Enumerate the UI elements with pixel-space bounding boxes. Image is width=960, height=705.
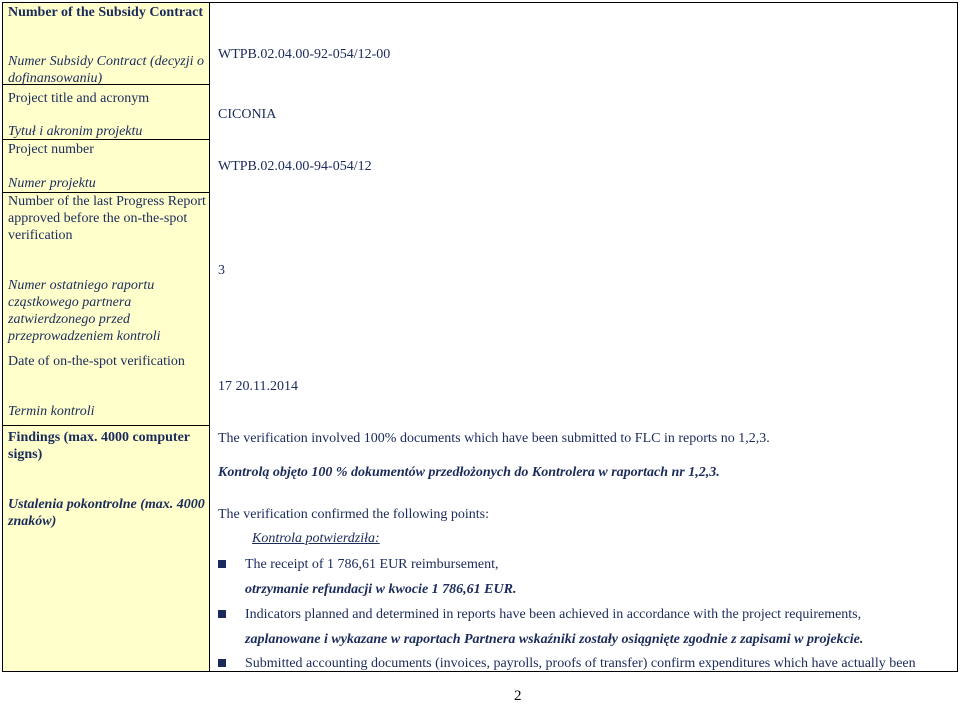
findings-label-pl: Ustalenia pokontrolne (max. 4000 znaków) [8,497,205,529]
project-number-label-pl: Numer projektu [8,176,96,191]
subsidy-number-value: WTPB.02.04.00-92-054/12-00 [218,47,391,62]
point1-pl: otrzymanie refundacji w kwocie 1 786,61 EUR. [245,582,517,597]
point2-en: Indicators planned and determined in reports have been achieved in accordance with the project requirements, [245,607,862,622]
bullet-icon [218,610,226,618]
findings-label-en: Findings (max. 4000 computer signs) [8,430,190,462]
date-value: 17 20.11.2014 [218,379,298,394]
project-title-label-en: Project title and acronym [8,91,150,106]
page-number: 2 [514,688,522,704]
findings-scope-en: The verification involved 100% documents which have been submitted to FLC in reports no 1,2,3. [218,431,770,446]
bullet-icon [218,560,226,568]
date-label-pl: Termin kontroli [8,404,95,419]
confirmed-intro-pl: Kontrola potwierdziła: [252,531,380,546]
bullet-icon [218,659,226,667]
project-title-label-pl: Tytuł i akronim projektu [8,124,143,139]
last-report-label-en: Number of the last Progress Report approved before the on-the-spot verification [8,194,206,243]
last-report-label-pl: Numer ostatniego raportu cząstkowego partnera zatwierdzonego przed przeprowadzeniem kontroli [8,278,161,344]
date-label-en: Date of on-the-spot verification [8,354,185,369]
point3-en: Submitted accounting documents (invoices, payrolls, proofs of transfer) confirm expenditures which have actually been [245,656,916,671]
subsidy-number-label-en: Number of the Subsidy Contract [8,5,203,20]
project-title-value: CICONIA [218,107,277,122]
point2-pl: zaplanowane i wykazane w raportach Partnera wskaźniki zostały osiągnięte zgodnie z zapisami w projekcie. [245,632,864,647]
project-number-value: WTPB.02.04.00-94-054/12 [218,159,372,174]
last-report-value: 3 [218,263,225,278]
project-number-label-en: Project number [8,142,94,157]
findings-scope-pl: Kontrolą objęto 100 % dokumentów przedłożonych do Kontrolera w raportach nr 1,2,3. [218,465,720,480]
row-divider [2,425,210,426]
confirmed-intro-en: The verification confirmed the following points: [218,507,489,522]
subsidy-number-label-pl: Numer Subsidy Contract (decyzji o dofinansowaniu) [8,54,204,86]
point1-en: The receipt of 1 786,61 EUR reimbursement, [245,557,499,572]
